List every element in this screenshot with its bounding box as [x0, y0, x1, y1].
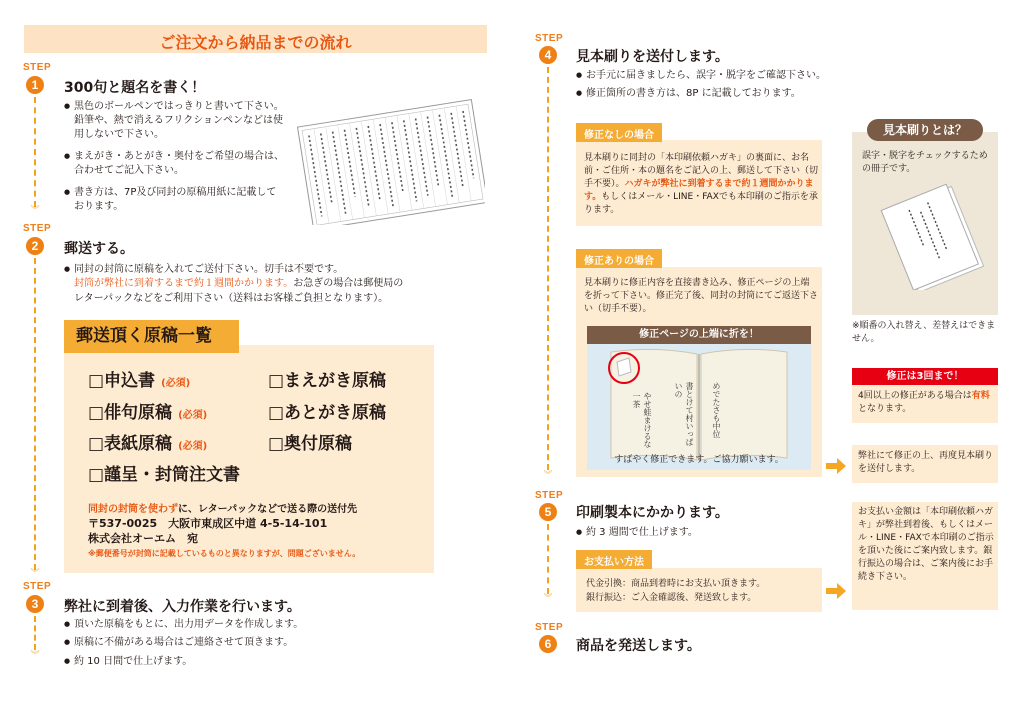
- step-1-bullet: ● 黒色のボールペンではっきりと書いて下さい。鉛筆や、熱で消えるフリクションペンなどは使用しないで下さい。: [64, 99, 284, 142]
- chevron-down-icon: ︾: [30, 206, 40, 216]
- step-2-line3: レターパックなどをご利用下さい（送料はお客様ご負担となります）。: [74, 293, 389, 304]
- step-label-3: STEP: [23, 581, 52, 592]
- chevron-down-icon: ︾: [543, 471, 553, 481]
- step-2-bullet: ● 同封の封筒に原稿を入れてご送付下さい。切手は不要です。: [64, 262, 484, 277]
- sample-note: ※順番の入れ替え、差替えはできません。: [852, 321, 996, 344]
- no-fix-text-1: 見本刷りに同封の「本印刷依頼ハガキ」の裏面に、お名前・ご住所・本の題名をご記入の上、郵送して下さい（切手不要）。: [584, 153, 819, 189]
- step-label-6: STEP: [535, 622, 564, 633]
- limit-text: [858, 390, 994, 416]
- payment-tag: お支払い方法: [576, 550, 652, 569]
- manuscript-list-title: 郵送頂く原稿一覧: [64, 320, 239, 353]
- book-haiku-left: やせ蛙まけるな一茶: [632, 392, 652, 448]
- step-4-bullet: ● お手元に届きましたら、誤字・脱字をご確認下さい。: [576, 68, 876, 83]
- step-5-title: 印刷製本にかかります。: [576, 505, 729, 521]
- shipping-time-note: 封筒が弊社に到着するまで約１週間かかります。: [74, 278, 294, 289]
- limit-text-1: 4回以上の修正がある場合は: [858, 391, 972, 401]
- step-5-bullet: ● 約 3 週間で仕上げます。: [576, 525, 816, 540]
- step-3-bullet: ● 約 10 日間で仕上げます。: [64, 654, 464, 669]
- payment-cod: 代金引換：商品到着時にお支払い頂きます。: [586, 579, 766, 589]
- step-1-bullet: ● 書き方は、7P及び同封の原稿用紙に記載しております。: [64, 185, 284, 214]
- limit-title: 修正は3回まで！: [852, 368, 998, 385]
- sample-title: 見本刷りとは？: [867, 119, 983, 141]
- no-fix-text: [584, 152, 818, 217]
- manuscript-item-label: □申込書: [88, 371, 156, 391]
- step-connector: [34, 97, 36, 207]
- payment-bank: 銀行振込：ご入金確認後、発送致します。: [586, 593, 757, 603]
- reprint-text: 弊社にて修正の上、再度見本刷りを送付します。: [858, 451, 994, 474]
- step-4-bullet: ● 修正箇所の書き方は、8P に記載しております。: [576, 86, 876, 101]
- step-connector: [547, 67, 549, 470]
- no-fix-warning: ハガキが弊社に到着するまで約１週間かかります。: [584, 179, 814, 202]
- step-label-1: STEP: [23, 62, 52, 73]
- step-1-bullet: ● まえがき・あとがき・奥付をご希望の場合は、合わせてご記入下さい。: [64, 149, 284, 178]
- paid-mark: 有料: [971, 391, 990, 401]
- limit-text-2: となります。: [858, 404, 912, 414]
- step-number-2: 2: [26, 237, 44, 255]
- book-haiku-right: めでたさも中位: [712, 382, 721, 438]
- step-number-5: 5: [539, 503, 557, 521]
- manuscript-item-label: □俳句原稿: [88, 403, 173, 423]
- step-2-title: 郵送する。: [64, 241, 134, 257]
- payment-side-text: お支払い金額は「本印刷依頼ハガキ」が弊社到着後、もしくはメール・LINE・FAXで本印刷のご指示を頂いた後にご案内致します。銀行振込の場合は、ご案内後にお手続き下さい。: [858, 507, 994, 582]
- mailing-address: 〒537-0025 大阪市東成区中道 4-5-14-101: [88, 517, 328, 530]
- manuscript-item: □謹呈・封筒注文書: [88, 465, 241, 485]
- no-fix-tag: 修正なしの場合: [576, 123, 662, 142]
- required-mark: (必須): [178, 441, 208, 452]
- step-number-6: 6: [539, 635, 557, 653]
- fold-banner: 修正ページの上端に折を！: [587, 326, 811, 344]
- with-fix-tag: 修正ありの場合: [576, 249, 662, 268]
- with-fix-text: 見本刷りに修正内容を直接書き込み、修正ページの上端を折って下さい。修正完了後、同封の封筒にてご返送下さい（切手不要）。: [584, 278, 819, 314]
- manuscript-item-label: □表紙原稿: [88, 434, 173, 454]
- step-1-title: 300句と題名を書く！: [64, 80, 206, 96]
- step-3-title: 弊社に到着後、入力作業を行います。: [64, 599, 301, 615]
- manuscript-item: [88, 366, 190, 391]
- step-connector: [547, 524, 549, 594]
- manuscript-paper-image: [295, 95, 485, 205]
- arrow-right-icon: [826, 458, 846, 478]
- step-number-3: 3: [26, 595, 44, 613]
- sample-desc: 誤字・脱字をチェックするための冊子です。: [862, 151, 988, 174]
- page-title: ご注文から納品までの流れ: [159, 33, 352, 52]
- step-connector: [34, 616, 36, 650]
- required-mark: (必須): [178, 410, 208, 421]
- step-connector: [34, 258, 36, 570]
- step-2-text: お急ぎの場合は郵便局の: [293, 278, 404, 289]
- arrow-right-icon: [826, 583, 846, 603]
- step-number-1: 1: [26, 76, 44, 94]
- sample-booklet-image: [872, 180, 988, 290]
- step-number-4: 4: [539, 46, 557, 64]
- address-warning: 同封の封筒を使わず: [88, 504, 178, 515]
- manuscript-item: □まえがき原稿: [268, 371, 387, 391]
- fold-caption: すばやく修正できます。ご協力願います。: [614, 455, 784, 465]
- step-6-title: 商品を発送します。: [576, 638, 701, 654]
- postal-code-note: ※郵便番号が封筒に記載しているものと異なりますが、問題ございません。: [88, 549, 361, 558]
- manuscript-item: □奥付原稿: [268, 434, 353, 454]
- mailing-address-intro: [88, 500, 428, 515]
- step-4-title: 見本刷りを送付します。: [576, 49, 729, 65]
- manuscript-item: □あとがき原稿: [268, 403, 387, 423]
- step-3-bullet: ● 頂いた原稿をもとに、出力用データを作成します。: [64, 617, 464, 632]
- required-mark: (必須): [161, 378, 191, 389]
- chevron-down-icon: ︾: [30, 569, 40, 579]
- chevron-down-icon: ︾: [543, 594, 553, 604]
- company-name: 株式会社オーエム 宛: [88, 532, 198, 545]
- manuscript-item: [88, 429, 207, 454]
- no-fix-text-2: もしくはメール・LINE・FAXでも本印刷のご指示を承ります。: [584, 192, 818, 215]
- step-label-2: STEP: [23, 223, 52, 234]
- step-3-bullet: ● 原稿に不備がある場合はご連絡させて頂きます。: [64, 635, 464, 650]
- address-intro-text: に、レターパックなどで送る際の送付先: [178, 504, 358, 515]
- chevron-down-icon: ︾: [30, 651, 40, 661]
- book-haiku-mid: 書とけて村いっぱいの: [674, 382, 694, 446]
- step-2-line2: [74, 277, 494, 291]
- step-label-5: STEP: [535, 490, 564, 501]
- step-label-4: STEP: [535, 33, 564, 44]
- manuscript-item: [88, 398, 207, 423]
